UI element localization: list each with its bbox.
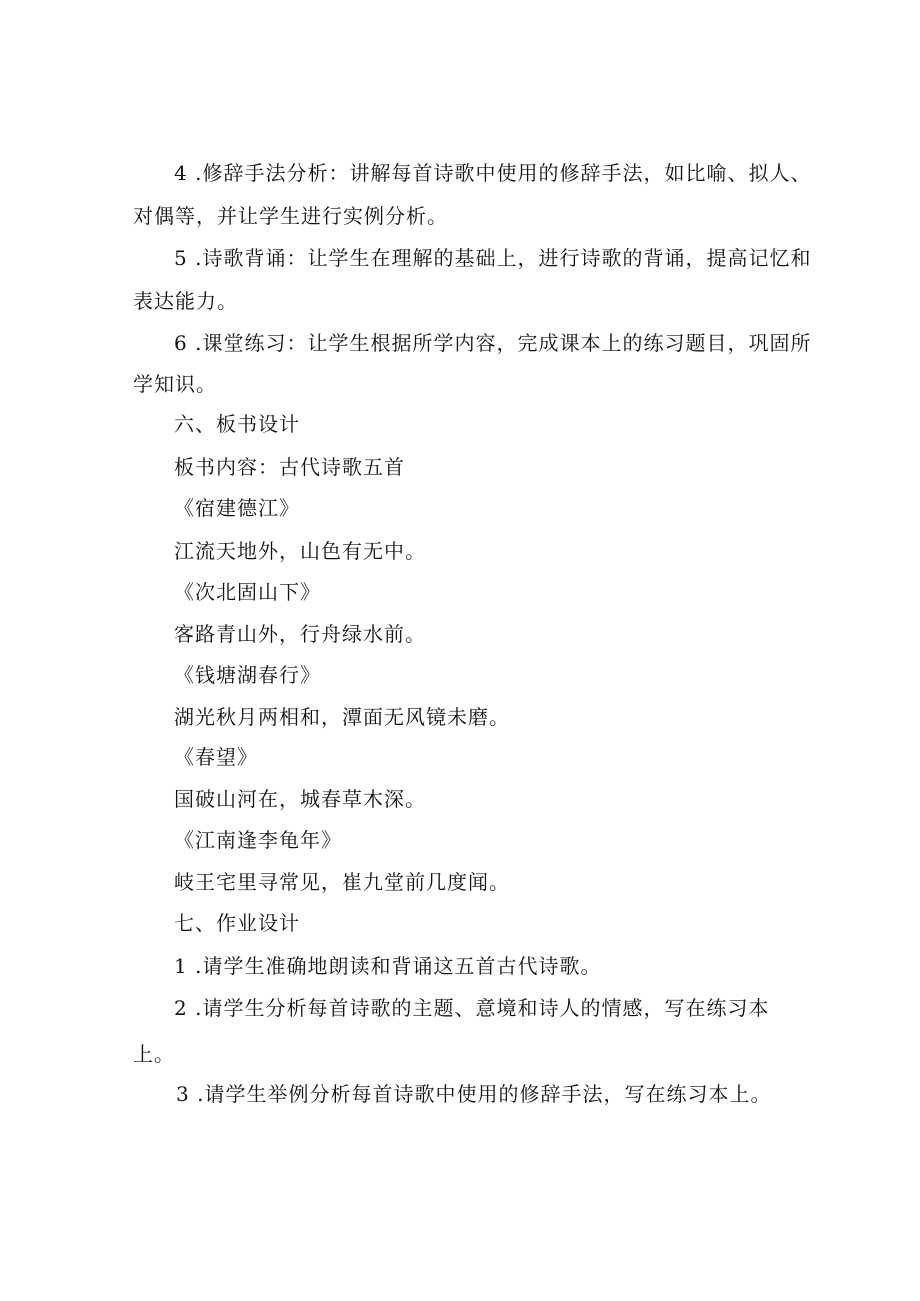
section-6-heading: 六、板书设计	[174, 412, 300, 436]
item-5-line-2: 表达能力。	[133, 289, 238, 313]
homework-item-2-line-1: 2 .请学生分析每首诗歌的主题、意境和诗人的情感，写在练习本	[174, 996, 770, 1020]
poem-verse: 国破山河在，城春草木深。	[174, 787, 426, 811]
homework-item-3: 3 .请学生举例分析每首诗歌中使用的修辞手法，写在练习本上。	[176, 1082, 772, 1106]
poem-title: 《江南逢李龟年》	[174, 828, 342, 852]
item-6-line-1: 6 .课堂练习：让学生根据所学内容，完成课本上的练习题目，巩固所	[174, 331, 812, 355]
poem-title: 《春望》	[174, 745, 258, 769]
poem-verse: 湖光秋月两相和，潭面无风镜未磨。	[174, 705, 510, 729]
section-7-heading: 七、作业设计	[174, 911, 300, 935]
item-6-line-2: 学知识。	[133, 372, 217, 396]
poem-verse: 岐王宅里寻常见，崔九堂前几度闻。	[174, 870, 510, 894]
blackboard-intro: 板书内容：古代诗歌五首	[174, 455, 405, 479]
item-5-line-1: 5 .诗歌背诵：让学生在理解的基础上，进行诗歌的背诵，提高记忆和	[174, 246, 812, 270]
poem-title: 《钱塘湖春行》	[174, 663, 321, 687]
poem-verse: 客路青山外，行舟绿水前。	[174, 622, 426, 646]
poem-verse: 江流天地外，山色有无中。	[174, 539, 426, 563]
homework-item-2-line-2: 上。	[133, 1042, 175, 1066]
homework-item-1: 1 .请学生准确地朗读和背诵这五首古代诗歌。	[174, 954, 602, 978]
item-4-line-2: 对偶等，并让学生进行实例分析。	[133, 204, 448, 228]
item-4-line-1: 4 .修辞手法分析：讲解每首诗歌中使用的修辞手法，如比喻、拟人、	[174, 161, 812, 185]
poem-title: 《宿建德江》	[174, 496, 300, 520]
poem-title: 《次北固山下》	[174, 580, 321, 604]
